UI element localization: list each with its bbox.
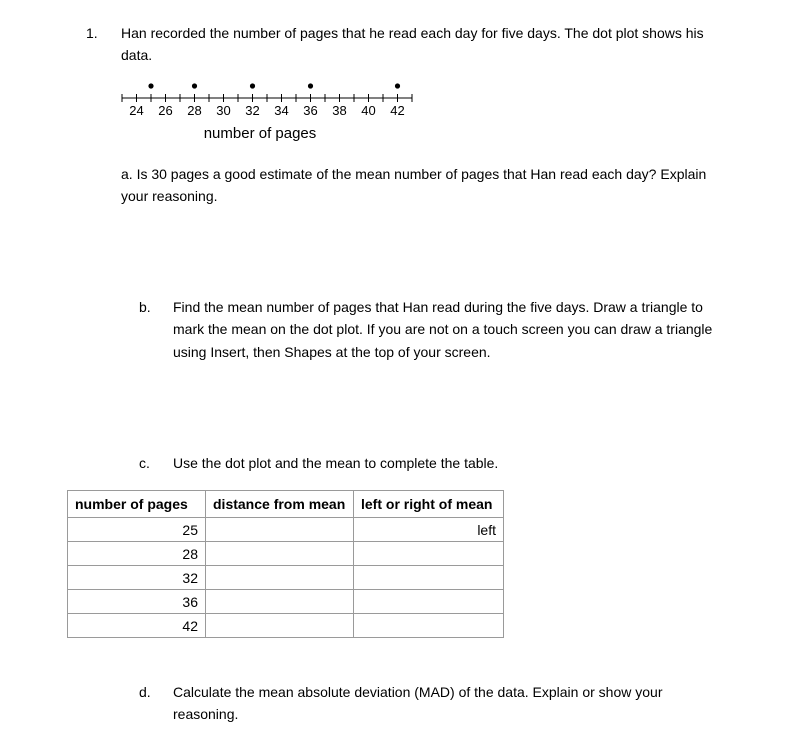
part-a-line2: your reasoning. [121,188,218,204]
part-d-line1: Calculate the mean absolute deviation (MAD) of the data. Explain or show your [173,684,663,700]
part-b-line2: mark the mean on the dot plot. If you are not on a touch screen you can draw a triangle [173,321,713,337]
dot-plot [118,78,418,144]
direction-cell[interactable]: left [354,518,504,542]
tick-label: 24 [129,103,144,118]
pages-cell: 25 [68,518,206,542]
number-line [122,94,412,102]
direction-cell[interactable] [354,542,504,566]
problem-intro-line1: Han recorded the number of pages that he read each day for five days. The dot plot shows his [121,25,704,41]
data-dot [148,83,153,88]
tick-label: 28 [187,103,202,118]
tick-label: 38 [332,103,347,118]
table-row [68,518,504,542]
part-b-line3: using Insert, then Shapes at the top of your screen. [173,344,491,360]
tick-label: 34 [274,103,289,118]
distance-cell[interactable] [206,566,354,590]
pages-cell: 42 [68,614,206,638]
tick-labels [129,103,404,118]
distance-cell[interactable] [206,614,354,638]
table-row [68,590,504,614]
header-left-or-right: left or right of mean [354,491,504,518]
table-row [68,542,504,566]
problem-intro-line2: data. [121,47,153,63]
part-c-text: Use the dot plot and the mean to complete the table. [173,455,499,471]
part-b-marker: b. [139,299,151,315]
part-d-line2: reasoning. [173,706,239,722]
part-c-marker: c. [139,455,150,471]
part-a-line1: a. Is 30 pages a good estimate of the mean number of pages that Han read each day? Explain [121,166,707,182]
part-d-marker: d. [139,684,151,700]
data-dot [308,83,313,88]
data-dot [250,83,255,88]
tick-label: 26 [158,103,173,118]
tick-label: 30 [216,103,231,118]
table-header-row [68,491,504,518]
direction-cell[interactable] [354,566,504,590]
pages-cell: 36 [68,590,206,614]
distance-cell[interactable] [206,518,354,542]
tick-label: 32 [245,103,260,118]
tick-label: 40 [361,103,376,118]
x-axis-label: number of pages [203,125,317,142]
distance-cell[interactable] [206,590,354,614]
data-dot [395,83,400,88]
header-number-of-pages: number of pages [68,491,206,518]
tick-label: 42 [390,103,405,118]
table-row [68,566,504,590]
tick-label: 36 [303,103,318,118]
pages-cell: 32 [68,566,206,590]
direction-cell[interactable] [354,590,504,614]
part-b-line1: Find the mean number of pages that Han read during the five days. Draw a triangle to [173,299,703,315]
data-dot [192,83,197,88]
pages-cell: 28 [68,542,206,566]
problem-number: 1. [86,25,98,41]
table-row [68,614,504,638]
deviation-table [67,490,504,638]
distance-cell[interactable] [206,542,354,566]
data-dots [148,83,400,88]
direction-cell[interactable] [354,614,504,638]
header-distance-from-mean: distance from mean [206,491,354,518]
